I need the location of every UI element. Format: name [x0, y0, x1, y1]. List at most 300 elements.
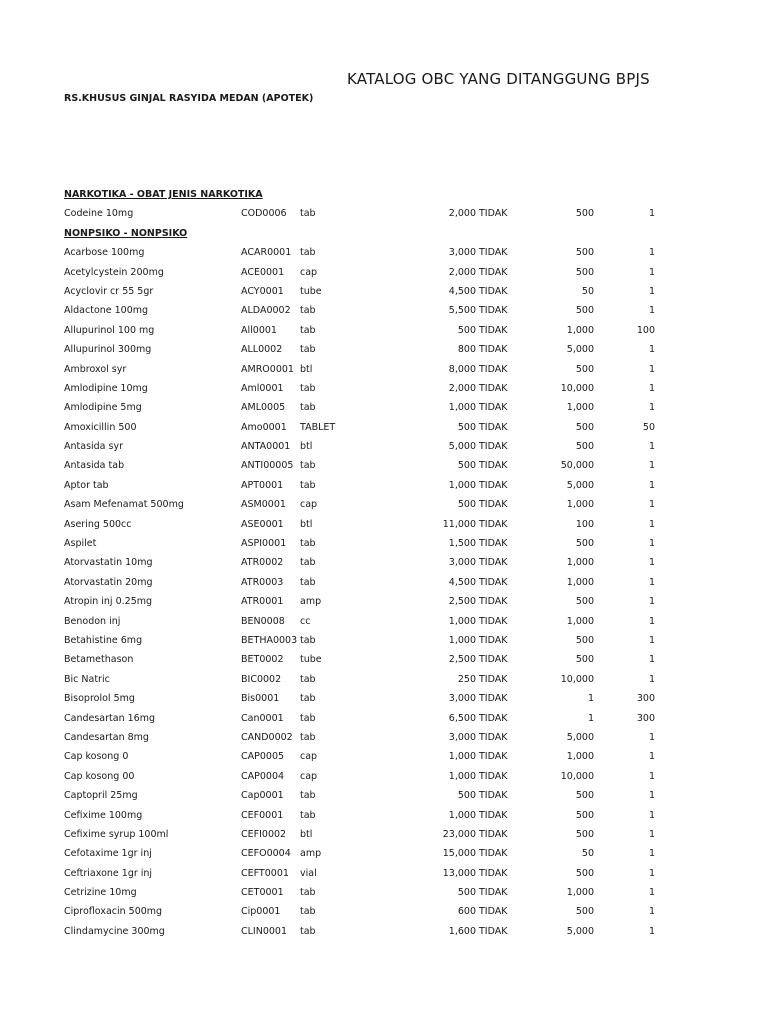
quantity-cell: 500 [575, 809, 594, 821]
price-cell: 3,000 [448, 693, 476, 705]
unit-cell: tab [300, 906, 316, 918]
drug-name-cell: Betamethason [64, 654, 134, 666]
document-title: KATALOG OBC YANG DITANGGUNG BPJS [347, 70, 650, 88]
multiplier-cell: 1 [648, 208, 655, 220]
unit-cell: cap [300, 751, 318, 763]
unit-cell: tab [300, 402, 316, 414]
coverage-flag-cell: TIDAK [479, 518, 508, 530]
drug-name-cell: Betahistine 6mg [64, 634, 143, 646]
drug-code-cell: ASPI0001 [241, 538, 287, 550]
drug-name-cell: Cap kosong 0 [64, 751, 129, 763]
hospital-subtitle: RS.KHUSUS GINJAL RASYIDA MEDAN (APOTEK) [64, 93, 314, 104]
coverage-flag-cell: TIDAK [479, 266, 508, 278]
drug-name-cell: Aldactone 100mg [64, 305, 149, 317]
coverage-flag-cell: TIDAK [479, 654, 508, 666]
multiplier-cell: 1 [648, 363, 655, 375]
table-row [0, 243, 768, 262]
multiplier-cell: 1 [648, 285, 655, 297]
quantity-cell: 1,000 [566, 576, 594, 588]
table-row [0, 379, 768, 398]
unit-cell: tab [300, 790, 316, 802]
unit-cell: tab [300, 809, 316, 821]
table-row [0, 476, 768, 495]
coverage-flag-cell: TIDAK [479, 615, 508, 627]
drug-code-cell: BETHA0003 [241, 634, 298, 646]
unit-cell: tube [300, 285, 322, 297]
coverage-flag-cell: TIDAK [479, 421, 508, 433]
quantity-cell: 500 [575, 208, 594, 220]
drug-name-cell: Asam Mefenamat 500mg [64, 499, 184, 511]
price-cell: 3,000 [448, 557, 476, 569]
quantity-cell: 10,000 [560, 770, 594, 782]
multiplier-cell: 1 [648, 790, 655, 802]
coverage-flag-cell: TIDAK [479, 828, 508, 840]
coverage-flag-cell: TIDAK [479, 906, 508, 918]
drug-name-cell: Clindamycine 300mg [64, 925, 165, 937]
coverage-flag-cell: TIDAK [479, 867, 508, 879]
drug-name-cell: Aspilet [64, 538, 97, 550]
drug-name-cell: Candesartan 8mg [64, 731, 149, 743]
table-row [0, 709, 768, 728]
quantity-cell: 5,000 [566, 731, 594, 743]
table-row [0, 592, 768, 611]
coverage-flag-cell: TIDAK [479, 382, 508, 394]
coverage-flag-cell: TIDAK [479, 848, 508, 860]
drug-code-cell: CEFT0001 [241, 867, 289, 879]
drug-name-cell: Allupurinol 100 mg [64, 324, 155, 336]
multiplier-cell: 1 [648, 673, 655, 685]
multiplier-cell: 1 [648, 576, 655, 588]
multiplier-cell: 1 [648, 382, 655, 394]
multiplier-cell: 1 [648, 867, 655, 879]
drug-name-cell: Benodon inj [64, 615, 121, 627]
price-cell: 8,000 [448, 363, 476, 375]
drug-code-cell: CET0001 [241, 887, 284, 899]
price-cell: 2,500 [448, 596, 476, 608]
coverage-flag-cell: TIDAK [479, 324, 508, 336]
table-row [0, 340, 768, 359]
price-cell: 500 [457, 421, 476, 433]
unit-cell: vial [300, 867, 317, 879]
drug-code-cell: CEF0001 [241, 809, 284, 821]
unit-cell: tab [300, 247, 316, 259]
price-cell: 15,000 [442, 848, 476, 860]
quantity-cell: 1,000 [566, 751, 594, 763]
unit-cell: tab [300, 460, 316, 472]
coverage-flag-cell: TIDAK [479, 247, 508, 259]
price-cell: 1,000 [448, 402, 476, 414]
drug-name-cell: Atorvastatin 10mg [64, 557, 153, 569]
price-cell: 500 [457, 460, 476, 472]
coverage-flag-cell: TIDAK [479, 596, 508, 608]
coverage-flag-cell: TIDAK [479, 208, 508, 220]
drug-name-cell: Atorvastatin 20mg [64, 576, 153, 588]
catalog-table [0, 185, 768, 941]
table-row [0, 767, 768, 786]
unit-cell: cap [300, 499, 318, 511]
unit-cell: cc [300, 615, 311, 627]
unit-cell: tab [300, 479, 316, 491]
unit-cell: TABLET [300, 421, 336, 433]
drug-name-cell: Atropin inj 0.25mg [64, 596, 153, 608]
table-row [0, 263, 768, 282]
table-row [0, 612, 768, 631]
price-cell: 2,000 [448, 208, 476, 220]
table-row [0, 282, 768, 301]
multiplier-cell: 1 [648, 499, 655, 511]
table-row [0, 321, 768, 340]
multiplier-cell: 1 [648, 770, 655, 782]
quantity-cell: 100 [575, 518, 594, 530]
multiplier-cell: 1 [648, 538, 655, 550]
drug-code-cell: Cip0001 [241, 906, 281, 918]
unit-cell: amp [300, 848, 322, 860]
drug-name-cell: Ceftriaxone 1gr inj [64, 867, 153, 879]
coverage-flag-cell: TIDAK [479, 790, 508, 802]
unit-cell: tab [300, 344, 316, 356]
drug-code-cell: ACY0001 [241, 285, 284, 297]
multiplier-cell: 1 [648, 557, 655, 569]
drug-code-cell: ATR0002 [241, 557, 284, 569]
drug-code-cell: CAP0005 [241, 751, 285, 763]
coverage-flag-cell: TIDAK [479, 887, 508, 899]
price-cell: 1,500 [448, 538, 476, 550]
multiplier-cell: 1 [648, 460, 655, 472]
price-cell: 1,000 [448, 809, 476, 821]
multiplier-cell: 1 [648, 615, 655, 627]
drug-code-cell: COD0006 [241, 208, 287, 220]
drug-code-cell: Bis0001 [241, 693, 280, 705]
drug-name-cell: Codeine 10mg [64, 208, 134, 220]
table-row [0, 844, 768, 863]
unit-cell: tab [300, 731, 316, 743]
section-header [0, 224, 768, 243]
quantity-cell: 1 [587, 693, 594, 705]
quantity-cell: 500 [575, 906, 594, 918]
quantity-cell: 5,000 [566, 925, 594, 937]
coverage-flag-cell: TIDAK [479, 363, 508, 375]
table-row [0, 806, 768, 825]
unit-cell: tab [300, 538, 316, 550]
drug-name-cell: Antasida tab [64, 460, 125, 472]
unit-cell: btl [300, 441, 313, 453]
price-cell: 4,500 [448, 285, 476, 297]
unit-cell: tab [300, 382, 316, 394]
quantity-cell: 500 [575, 828, 594, 840]
drug-name-cell: Acetylcystein 200mg [64, 266, 164, 278]
drug-name-cell: Cap kosong 00 [64, 770, 135, 782]
multiplier-cell: 50 [642, 421, 655, 433]
unit-cell: btl [300, 828, 313, 840]
drug-name-cell: Acarbose 100mg [64, 247, 145, 259]
coverage-flag-cell: TIDAK [479, 673, 508, 685]
unit-cell: tab [300, 634, 316, 646]
section-label: NONPSIKO - NONPSIKO [64, 227, 188, 239]
unit-cell: tab [300, 925, 316, 937]
quantity-cell: 5,000 [566, 479, 594, 491]
price-cell: 2,500 [448, 654, 476, 666]
multiplier-cell: 1 [648, 634, 655, 646]
quantity-cell: 50 [581, 285, 594, 297]
multiplier-cell: 1 [648, 518, 655, 530]
quantity-cell: 500 [575, 363, 594, 375]
drug-code-cell: CEFI0002 [241, 828, 287, 840]
multiplier-cell: 1 [648, 266, 655, 278]
coverage-flag-cell: TIDAK [479, 344, 508, 356]
quantity-cell: 500 [575, 441, 594, 453]
multiplier-cell: 1 [648, 809, 655, 821]
table-row [0, 747, 768, 766]
table-row [0, 631, 768, 650]
drug-name-cell: Amlodipine 10mg [64, 382, 148, 394]
unit-cell: tab [300, 576, 316, 588]
quantity-cell: 500 [575, 538, 594, 550]
drug-code-cell: CAP0004 [241, 770, 285, 782]
drug-code-cell: BET0002 [241, 654, 284, 666]
drug-code-cell: ANTI00005 [241, 460, 294, 472]
coverage-flag-cell: TIDAK [479, 285, 508, 297]
table-row [0, 650, 768, 669]
coverage-flag-cell: TIDAK [479, 925, 508, 937]
quantity-cell: 1,000 [566, 887, 594, 899]
quantity-cell: 500 [575, 305, 594, 317]
drug-code-cell: Cap0001 [241, 790, 284, 802]
quantity-cell: 500 [575, 634, 594, 646]
table-row [0, 360, 768, 379]
drug-name-cell: Bisoprolol 5mg [64, 693, 135, 705]
unit-cell: tab [300, 673, 316, 685]
unit-cell: tab [300, 324, 316, 336]
quantity-cell: 1 [587, 712, 594, 724]
quantity-cell: 10,000 [560, 673, 594, 685]
drug-code-cell: ALDA0002 [241, 305, 291, 317]
table-row [0, 204, 768, 223]
drug-name-cell: Bic Natric [64, 673, 110, 685]
drug-code-cell: ATR0001 [241, 596, 284, 608]
unit-cell: tab [300, 305, 316, 317]
quantity-cell: 1,000 [566, 499, 594, 511]
drug-name-cell: Aptor tab [64, 479, 109, 491]
price-cell: 1,000 [448, 615, 476, 627]
multiplier-cell: 1 [648, 479, 655, 491]
price-cell: 13,000 [442, 867, 476, 879]
quantity-cell: 500 [575, 790, 594, 802]
multiplier-cell: 300 [636, 693, 655, 705]
table-row [0, 553, 768, 572]
multiplier-cell: 1 [648, 344, 655, 356]
coverage-flag-cell: TIDAK [479, 693, 508, 705]
price-cell: 1,000 [448, 751, 476, 763]
quantity-cell: 500 [575, 596, 594, 608]
table-row [0, 689, 768, 708]
drug-code-cell: ASM0001 [241, 499, 286, 511]
price-cell: 600 [457, 906, 476, 918]
quantity-cell: 1,000 [566, 402, 594, 414]
quantity-cell: 10,000 [560, 382, 594, 394]
quantity-cell: 50 [581, 848, 594, 860]
quantity-cell: 500 [575, 654, 594, 666]
drug-code-cell: CLIN0001 [241, 925, 288, 937]
price-cell: 500 [457, 499, 476, 511]
quantity-cell: 500 [575, 266, 594, 278]
multiplier-cell: 1 [648, 731, 655, 743]
unit-cell: tab [300, 557, 316, 569]
table-row [0, 495, 768, 514]
price-cell: 6,500 [448, 712, 476, 724]
coverage-flag-cell: TIDAK [479, 576, 508, 588]
multiplier-cell: 1 [648, 441, 655, 453]
price-cell: 800 [457, 344, 476, 356]
multiplier-cell: 1 [648, 848, 655, 860]
quantity-cell: 1,000 [566, 615, 594, 627]
drug-code-cell: CEFO0004 [241, 848, 291, 860]
coverage-flag-cell: TIDAK [479, 731, 508, 743]
drug-code-cell: ACAR0001 [241, 247, 292, 259]
drug-name-cell: Cefotaxime 1gr inj [64, 848, 152, 860]
table-row [0, 670, 768, 689]
drug-code-cell: ANTA0001 [241, 441, 291, 453]
unit-cell: tab [300, 693, 316, 705]
coverage-flag-cell: TIDAK [479, 460, 508, 472]
drug-code-cell: ALL0002 [241, 344, 283, 356]
price-cell: 1,000 [448, 770, 476, 782]
drug-code-cell: APT0001 [241, 479, 284, 491]
multiplier-cell: 1 [648, 828, 655, 840]
drug-code-cell: BEN0008 [241, 615, 285, 627]
price-cell: 1,000 [448, 634, 476, 646]
drug-code-cell: ATR0003 [241, 576, 284, 588]
quantity-cell: 5,000 [566, 344, 594, 356]
drug-code-cell: Amo0001 [241, 421, 287, 433]
unit-cell: tab [300, 887, 316, 899]
price-cell: 250 [457, 673, 476, 685]
drug-code-cell: Aml0001 [241, 382, 284, 394]
unit-cell: tab [300, 208, 316, 220]
section-label: NARKOTIKA - OBAT JENIS NARKOTIKA [64, 189, 263, 200]
quantity-cell: 1,000 [566, 557, 594, 569]
coverage-flag-cell: TIDAK [479, 402, 508, 414]
multiplier-cell: 1 [648, 305, 655, 317]
coverage-flag-cell: TIDAK [479, 305, 508, 317]
quantity-cell: 50,000 [560, 460, 594, 472]
coverage-flag-cell: TIDAK [479, 809, 508, 821]
drug-code-cell: ACE0001 [241, 266, 285, 278]
unit-cell: tab [300, 712, 316, 724]
table-row [0, 825, 768, 844]
drug-name-cell: Allupurinol 300mg [64, 344, 152, 356]
coverage-flag-cell: TIDAK [479, 712, 508, 724]
coverage-flag-cell: TIDAK [479, 634, 508, 646]
drug-name-cell: Amlodipine 5mg [64, 402, 142, 414]
price-cell: 500 [457, 790, 476, 802]
table-row [0, 456, 768, 475]
section-header [0, 185, 768, 204]
quantity-cell: 1,000 [566, 324, 594, 336]
table-row [0, 418, 768, 437]
coverage-flag-cell: TIDAK [479, 479, 508, 491]
multiplier-cell: 100 [636, 324, 655, 336]
multiplier-cell: 1 [648, 925, 655, 937]
price-cell: 3,000 [448, 247, 476, 259]
price-cell: 5,500 [448, 305, 476, 317]
multiplier-cell: 1 [648, 596, 655, 608]
table-row [0, 301, 768, 320]
multiplier-cell: 1 [648, 751, 655, 763]
multiplier-cell: 300 [636, 712, 655, 724]
table-row [0, 573, 768, 592]
price-cell: 5,000 [448, 441, 476, 453]
multiplier-cell: 1 [648, 887, 655, 899]
price-cell: 2,000 [448, 266, 476, 278]
price-cell: 3,000 [448, 731, 476, 743]
drug-name-cell: Amoxicillin 500 [64, 421, 137, 433]
unit-cell: tube [300, 654, 322, 666]
drug-name-cell: Cetrizine 10mg [64, 887, 137, 899]
drug-code-cell: All0001 [241, 324, 277, 336]
unit-cell: cap [300, 266, 318, 278]
price-cell: 500 [457, 324, 476, 336]
table-row [0, 534, 768, 553]
table-row [0, 437, 768, 456]
price-cell: 1,000 [448, 479, 476, 491]
price-cell: 2,000 [448, 382, 476, 394]
drug-name-cell: Cefixime 100mg [64, 809, 143, 821]
table-row [0, 864, 768, 883]
drug-name-cell: Acyclovir cr 55 5gr [64, 285, 154, 297]
price-cell: 4,500 [448, 576, 476, 588]
drug-code-cell: AMRO0001 [241, 363, 294, 375]
coverage-flag-cell: TIDAK [479, 441, 508, 453]
drug-name-cell: Ambroxol syr [64, 363, 127, 375]
table-row [0, 902, 768, 921]
table-row [0, 728, 768, 747]
drug-code-cell: AML0005 [241, 402, 286, 414]
multiplier-cell: 1 [648, 906, 655, 918]
quantity-cell: 500 [575, 867, 594, 879]
unit-cell: cap [300, 770, 318, 782]
coverage-flag-cell: TIDAK [479, 538, 508, 550]
drug-code-cell: Can0001 [241, 712, 284, 724]
table-row [0, 398, 768, 417]
table-row [0, 515, 768, 534]
drug-name-cell: Cefixime syrup 100ml [64, 828, 169, 840]
unit-cell: btl [300, 363, 313, 375]
unit-cell: btl [300, 518, 313, 530]
price-cell: 11,000 [442, 518, 476, 530]
multiplier-cell: 1 [648, 247, 655, 259]
drug-code-cell: BIC0002 [241, 673, 282, 685]
multiplier-cell: 1 [648, 402, 655, 414]
coverage-flag-cell: TIDAK [479, 770, 508, 782]
quantity-cell: 500 [575, 247, 594, 259]
price-cell: 23,000 [442, 828, 476, 840]
coverage-flag-cell: TIDAK [479, 557, 508, 569]
drug-code-cell: ASE0001 [241, 518, 284, 530]
price-cell: 500 [457, 887, 476, 899]
table-row [0, 786, 768, 805]
drug-name-cell: Asering 500cc [64, 518, 132, 530]
unit-cell: amp [300, 596, 322, 608]
drug-code-cell: CAND0002 [241, 731, 293, 743]
coverage-flag-cell: TIDAK [479, 751, 508, 763]
table-row [0, 883, 768, 902]
table-row [0, 922, 768, 941]
drug-name-cell: Candesartan 16mg [64, 712, 155, 724]
drug-name-cell: Ciprofloxacin 500mg [64, 906, 163, 918]
multiplier-cell: 1 [648, 654, 655, 666]
price-cell: 1,600 [448, 925, 476, 937]
drug-name-cell: Antasida syr [64, 441, 124, 453]
